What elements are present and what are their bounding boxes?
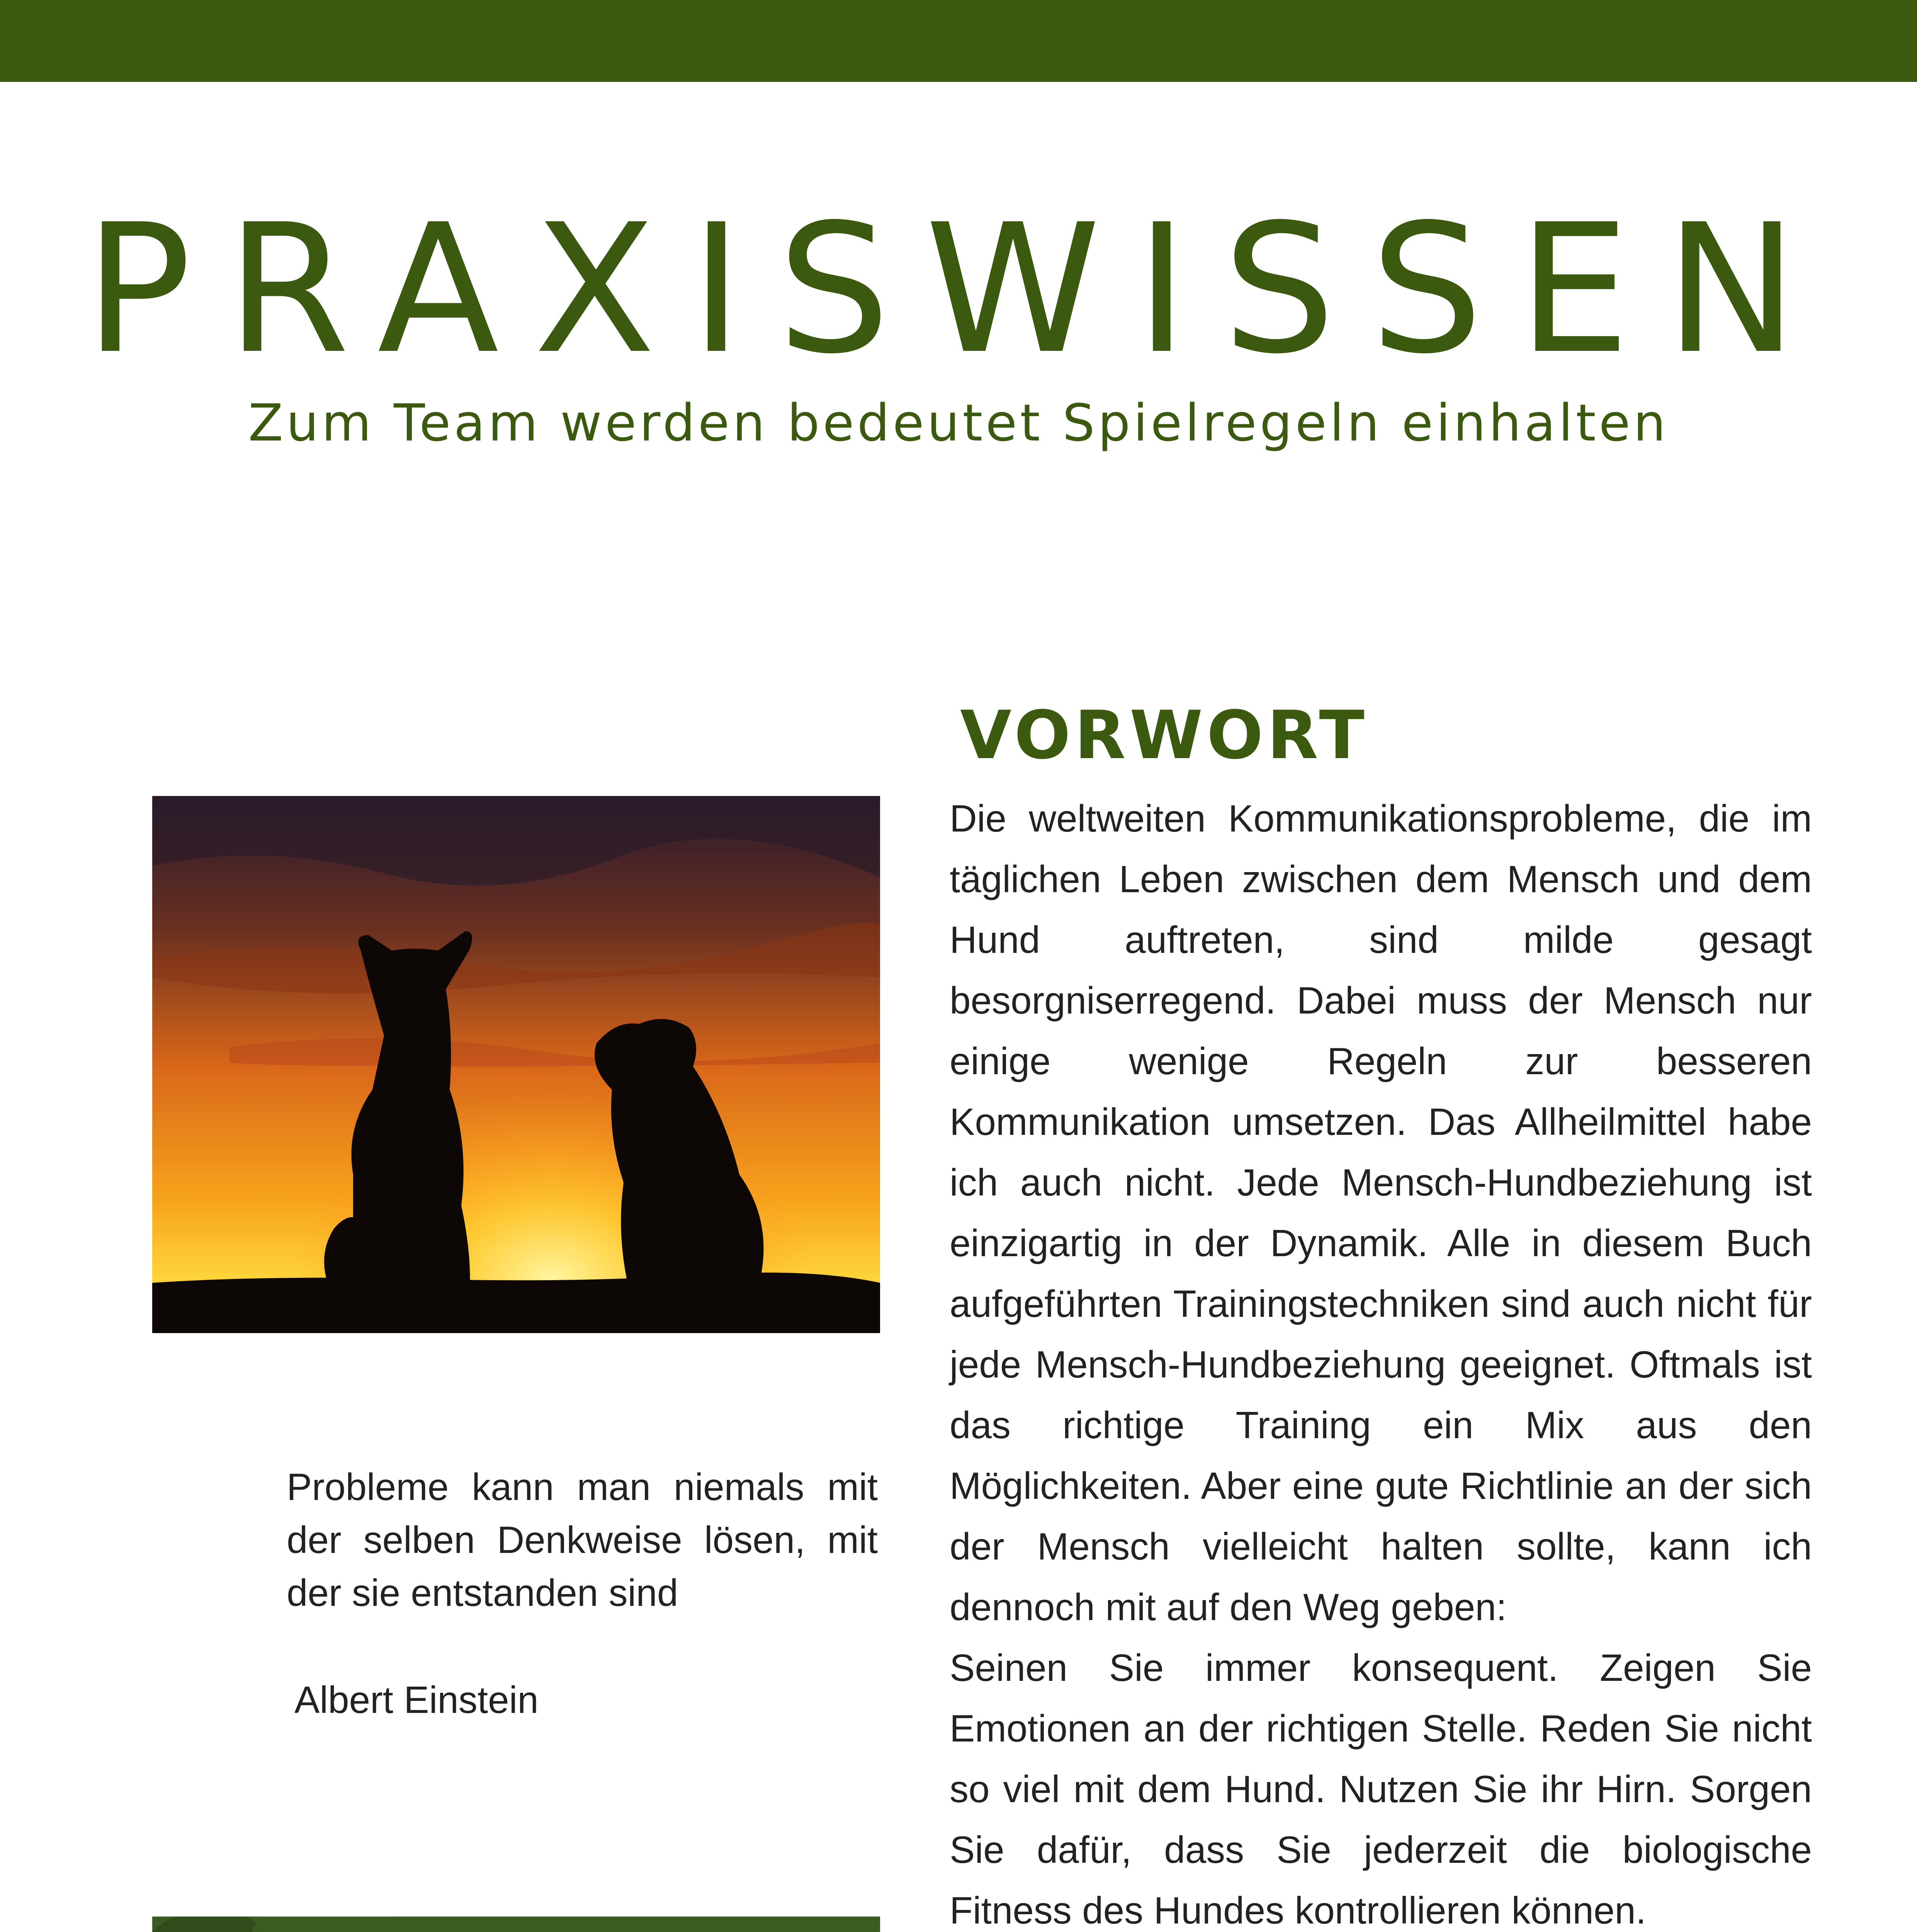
- top-green-band: [0, 0, 1917, 82]
- dogs-sunset-image: [152, 796, 880, 1333]
- quote-author: Albert Einstein: [294, 1679, 539, 1721]
- page-subtitle: Zum Team werden bedeutet Spielregeln einhalten: [248, 393, 1669, 453]
- quote-block: [287, 1461, 878, 1726]
- foreword-body: [950, 788, 1812, 1932]
- foreword-paragraph: Seinen Sie immer konsequent. Zeigen Sie Emotionen an der richtigen Stelle. Reden Sie nicht so viel mit dem Hund. Nutzen Sie ihr Hirn. Sorgen Sie dafür, dass Sie jederzeit die biologische Fitness des Hundes kontrollieren können.: [950, 1646, 1812, 1932]
- dogs-sunset-photo: [152, 796, 880, 1333]
- quote-text: Probleme kann man niemals mit der selben Denkweise lösen, mit der sie entstanden sind: [287, 1466, 878, 1614]
- family-portrait-image: [152, 1917, 880, 1932]
- foreword-heading: VORWORT: [960, 696, 1368, 774]
- page-title: PRAXISWISSEN: [84, 186, 1833, 393]
- foreword-paragraph: Die weltweiten Kommunikationsprobleme, die im täglichen Leben zwischen dem Mensch und dem Hund auftreten, sind milde gesagt besorgniserregend. Dabei muss der Mensch nur einige wenige Regeln zur besseren Kommunikation umsetzen. Das Allheilmittel habe ich auch nicht. Jede Mensch-Hundbeziehung ist einzigartig in der Dynamik. Alle in diesem Buch aufgeführten Trainingstechniken sind auch nicht für jede Mensch-Hundbeziehung geeignet. Oftmals ist das richtige Training ein Mix aus den Möglichkeiten. Aber eine gute Richtlinie an der sich der Mensch vielleicht halten sollte, kann ich dennoch mit auf den Weg geben:: [950, 797, 1812, 1628]
- family-photo: [152, 1917, 880, 1932]
